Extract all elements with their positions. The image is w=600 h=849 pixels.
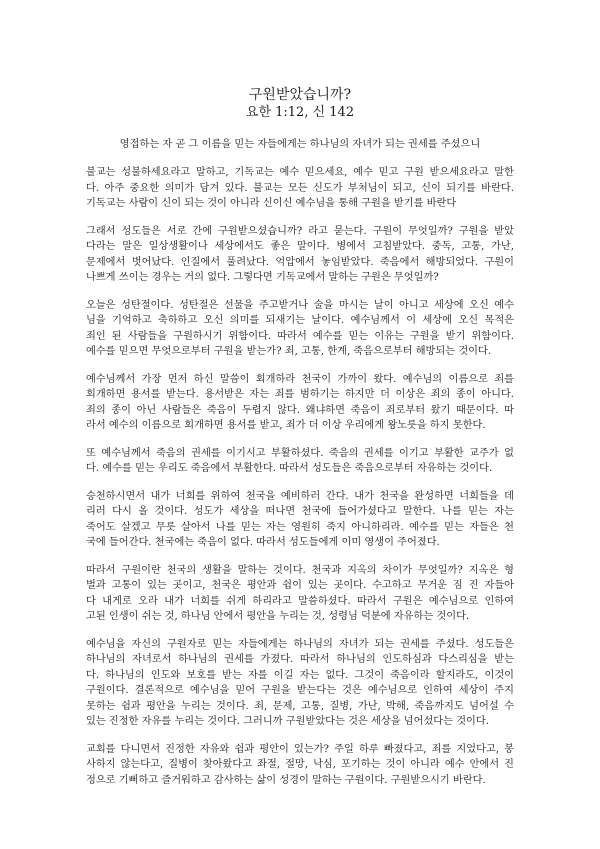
paragraph-line: 예수님을 자신의 구원자로 믿는 자들에게는 하나님의 자녀가 되는 권세를 주셨다. 성도들은 <box>86 638 514 650</box>
paragraph-line: 사하지 않는다고, 질병이 찾아왔다고 좌절, 절망, 낙심, 포기하는 것이 아니라 예수 안에서 진 <box>86 759 514 770</box>
paragraph-line: 국에 들어간다. 천국에는 죽음이 없다. 따라서 성도들에게 이미 영생이 주어졌다. <box>86 537 440 548</box>
paragraph-line: 나쁘게 쓰이는 경우는 거의 없다. 그렇다면 기독교에서 말하는 구원은 무엇일까? <box>86 272 439 283</box>
paragraph-line: 죄의 종이 아닌 사람들은 죽음이 두렵지 않다. 왜냐하면 죽음이 죄로부터 왔기 때문이다. 따 <box>86 404 514 416</box>
paragraph-line: 또 예수님께서 죽음의 권세를 이기시고 부활하셨다. 죽음의 권세를 이기고 부활한 교주가 없 <box>86 447 514 459</box>
paragraph-line: 따라서 구원이란 천국의 생활을 말하는 것이다. 천국과 지옥의 차이가 무엇일까? 지옥은 형 <box>86 564 514 576</box>
paragraph-line: 다. 아주 중요한 의미가 담겨 있다. 불교는 모든 신도가 부처님이 되고, 신이 되기를 바란다. <box>86 182 514 194</box>
paragraph-line: 오늘은 성탄절이다. 성탄절은 선물을 주고받거나 술을 마시는 날이 아니고 세상에 오신 예수 <box>86 299 514 311</box>
paragraph <box>86 224 514 286</box>
scripture-reference: 요한 1:12, 신 142 <box>245 105 355 120</box>
paragraph <box>86 489 514 551</box>
page-title: 구원받았습니까? <box>248 87 352 103</box>
paragraph-line: 하나님의 자녀로서 하나님의 권세를 가졌다. 따라서 하나님의 인도하심과 다스리심을 받는 <box>86 654 514 665</box>
paragraph-line: 고된 인생이 쉬는 것, 하나님 안에서 평안을 누리는 것, 성령님 덕분에 자유하는 것이다. <box>86 611 470 622</box>
paragraph <box>86 298 514 360</box>
paragraph-line: 문제에서 벗어났다. 인질에서 풀려났다. 억압에서 놓임받았다. 죽음에서 해방되었다. 구원이 <box>86 256 514 268</box>
paragraph-line: 예수를 믿으면 무엇으로부터 구원을 받는가? 죄, 고통, 한계, 죽음으로부터 해방되는 것이다. <box>86 346 492 357</box>
paragraph-line: 리러 다시 올 것이다. 성도가 세상을 떠나면 천국에 들어가셨다고 말한다. 나를 믿는 자는 <box>86 506 514 517</box>
paragraph-line: 라서 예수의 이름으로 회개하면 용서를 받고, 죄가 더 이상 우리에게 왕노릇을 하지 못한다. <box>86 420 486 431</box>
paragraph <box>86 446 514 477</box>
paragraph-line: 다. 하나님의 인도와 보호를 받는 자를 이길 자는 없다. 그것이 죽음이라 할지라도, 이것이 <box>86 669 514 681</box>
paragraph-line: 구원이다. 결론적으로 예수님을 믿어 구원을 받는다는 것은 예수님으로 인하여 세상이 주지 <box>86 685 514 696</box>
paragraph <box>86 637 514 730</box>
paragraph-line: 벌과 고통이 있는 곳이고, 천국은 평안과 쉼이 있는 곳이다. 수고하고 무거운 짐 진 자들아 <box>86 580 514 591</box>
body-text <box>86 165 514 788</box>
paragraph-line: 님을 기억하고 축하하고 오신 의미를 되새기는 날이다. 예수님께서 이 세상에 오신 목적은 <box>86 315 514 326</box>
paragraph-line: 승천하시면서 내가 너희를 위하여 천국을 예비하러 간다. 내가 천국을 완성하면 너희들을 데 <box>86 490 514 502</box>
paragraph-line: 회개하면 용서를 받는다. 용서받은 자는 죄를 범하기는 하지만 더 이상은 죄의 종이 아니다. <box>86 389 514 400</box>
paragraph-line: 예수님께서 가장 먼저 하신 말씀이 회개하라 천국이 가까이 왔다. 예수님의 이름으로 죄를 <box>86 373 514 385</box>
paragraph-line: 교회를 다니면서 진정한 자유와 쉼과 평안이 있는가? 주일 하루 빠졌다고, 죄를 지었다고, 봉 <box>86 743 514 755</box>
paragraph-line: 정으로 기뻐하고 즐거워하고 감사하는 삶이 성경이 말하는 구원이다. 구원받으시기 바란다. <box>86 774 486 786</box>
paragraph <box>86 742 514 789</box>
paragraph-line: 못하는 쉼과 평안을 누리는 것이다. 죄, 문제, 고통, 질병, 가난, 박해, 죽음까지도 넘어설 수 <box>86 700 514 712</box>
paragraph-line: 다. 예수를 믿는 우리도 죽음에서 부활한다. 따라서 성도들은 죽음으로부터 자유하는 것이다. <box>86 463 493 474</box>
paragraph <box>86 372 514 434</box>
paragraph <box>86 165 514 212</box>
paragraph-line: 다 내게로 오라 내가 너희를 쉬게 하리라고 말씀하셨다. 따라서 구원은 예수님으로 인하여 <box>86 595 514 607</box>
paragraph <box>86 563 514 625</box>
paragraph-line: 죽어도 살겠고 무릇 살아서 나를 믿는 자는 영원히 죽지 아니하리라. 예수를 믿는 자들은 천 <box>86 521 514 533</box>
paragraph-line: 죄인 된 사람들을 구원하시기 위함이다. 따라서 예수를 믿는 이유는 구원을 받기 위함이다. <box>86 330 514 342</box>
key-verse: 영접하는 자 곧 그 이름을 믿는 자들에게는 하나님의 자녀가 되는 권세를 주셨으니 <box>119 139 481 150</box>
paragraph-line: 그래서 성도들은 서로 간에 구원받으셨습니까? 라고 묻는다. 구원이 무엇일까? 구원을 받았 <box>86 225 514 237</box>
paragraph-line: 불교는 성불하세요라고 말하고, 기독교는 예수 믿으세요, 예수 믿고 구원 받으세요라고 말한 <box>86 167 514 178</box>
paragraph-line: 다라는 말은 일상생활이나 세상에서도 좋은 말이다. 병에서 고침받았다. 중독, 고통, 가난, <box>86 241 514 252</box>
paragraph-line: 있는 진정한 자유를 누리는 것이다. 그러니까 구원받았다는 것은 세상을 넘어섰다는 것이다. <box>86 716 489 727</box>
paragraph-line: 기독교는 사람이 신이 되는 것이 아니라 신이신 예수님을 통해 구원을 받기를 바란다 <box>86 198 457 209</box>
